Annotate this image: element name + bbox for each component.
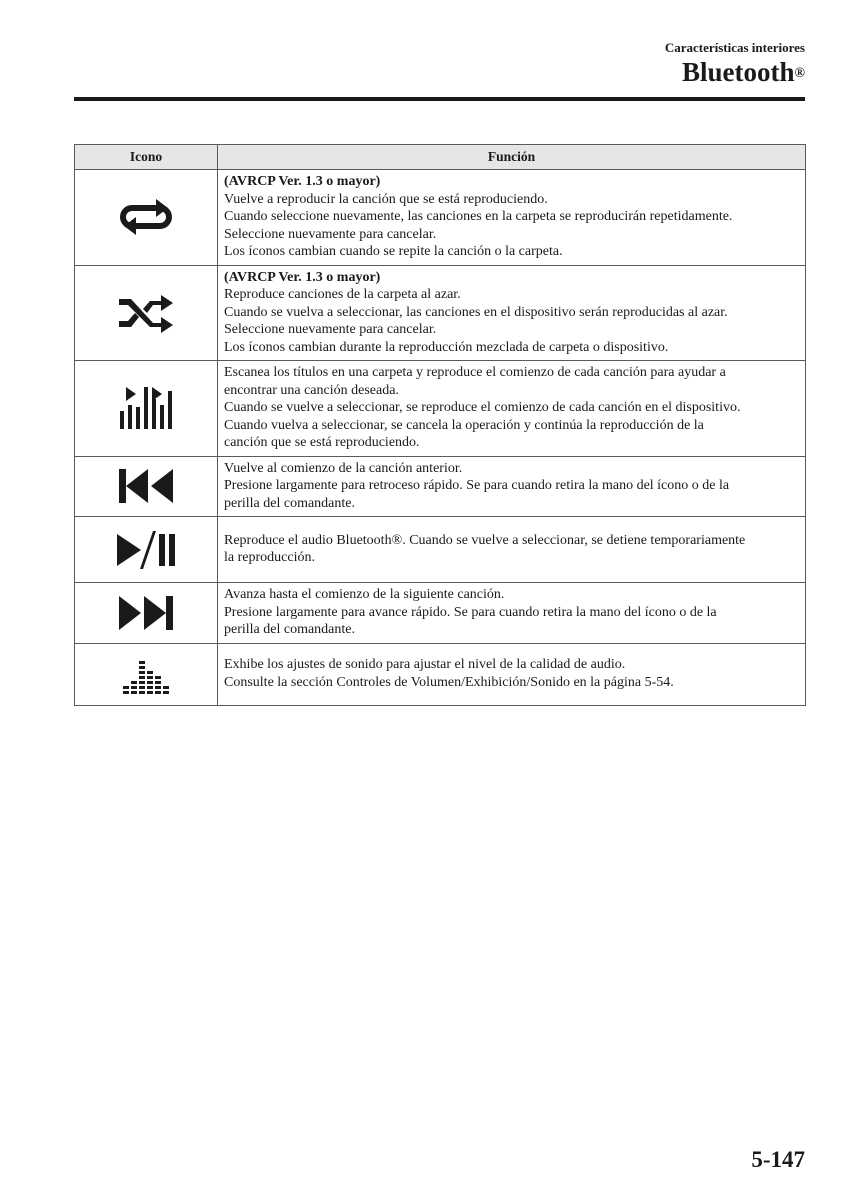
function-cell	[218, 583, 806, 644]
icon-cell	[75, 265, 218, 361]
function-line: Seleccione nuevamente para cancelar.	[224, 226, 437, 242]
function-line: perilla del comandante.	[224, 622, 355, 637]
function-line: canción que se está reproduciendo.	[224, 435, 420, 450]
function-cell	[218, 456, 806, 517]
icon-cell	[75, 361, 218, 457]
table-row	[75, 265, 806, 361]
table-row	[75, 643, 806, 705]
table-row	[75, 517, 806, 583]
function-cell	[218, 265, 806, 361]
previous-track-icon	[75, 467, 217, 505]
function-line: Reproduce el audio Bluetooth®. Cuando se vuelve a seleccionar, se detiene temporariamente	[224, 532, 746, 548]
scan-icon	[75, 385, 217, 431]
registered-mark: ®	[794, 66, 805, 81]
function-line: perilla del comandante.	[224, 495, 355, 511]
function-line: Vuelve al comienzo de la canción anterior.	[224, 460, 463, 476]
function-line: Seleccione nuevamente para cancelar.	[224, 322, 437, 337]
page-number: 5-147	[751, 1147, 805, 1172]
shuffle-icon	[75, 293, 217, 333]
function-line: encontrar una canción deseada.	[224, 382, 399, 398]
function-line: Escanea los títulos en una carpeta y reproduce el comienzo de cada canción para ayudar a	[224, 365, 726, 380]
column-header-function: Función	[218, 145, 806, 170]
column-header-icon: Icono	[75, 145, 218, 170]
function-line: (AVRCP Ver. 1.3 o mayor)	[224, 174, 381, 189]
icon-cell	[75, 517, 218, 583]
table-row	[75, 361, 806, 457]
function-cell	[218, 643, 806, 705]
function-line: Avanza hasta el comienzo de la siguiente canción.	[224, 587, 505, 602]
section-title: Características interiores	[664, 40, 805, 55]
play-pause-icon	[75, 530, 217, 570]
function-line: Vuelve a reproducir la canción que se está reproduciendo.	[224, 191, 548, 207]
table-row	[75, 456, 806, 517]
function-line: Cuando se vuelva a seleccionar, las canciones en el dispositivo serán reproducidas al azar.	[224, 304, 728, 320]
table-header-row	[75, 145, 806, 170]
function-line: Presione largamente para avance rápido. Se para cuando retira la mano del ícono o de la	[224, 604, 717, 620]
function-table	[74, 144, 806, 706]
function-cell	[218, 517, 806, 583]
function-line: Los íconos cambian durante la reproducción mezclada de carpeta o dispositivo.	[224, 339, 669, 355]
function-cell	[218, 170, 806, 266]
page-title-text: Bluetooth	[682, 57, 795, 87]
function-line: la reproducción.	[224, 550, 315, 565]
icon-cell	[75, 456, 218, 517]
next-track-icon	[75, 594, 217, 632]
function-line: Presione largamente para retroceso rápido. Se para cuando retira la mano del ícono o de la	[224, 478, 730, 493]
table-row	[75, 170, 806, 266]
function-line: Cuando seleccione nuevamente, las canciones en la carpeta se reproducirán repetidamente.	[224, 209, 733, 224]
header-divider	[74, 97, 805, 101]
equalizer-icon	[75, 651, 217, 697]
function-line: Reproduce canciones de la carpeta al azar.	[224, 287, 461, 302]
function-line: Los íconos cambian cuando se repite la canción o la carpeta.	[224, 244, 563, 259]
icon-cell	[75, 583, 218, 644]
icon-cell	[75, 643, 218, 705]
function-cell	[218, 361, 806, 457]
function-line: (AVRCP Ver. 1.3 o mayor)	[224, 269, 381, 285]
icon-cell	[75, 170, 218, 266]
function-line: Exhibe los ajustes de sonido para ajustar el nivel de la calidad de audio.	[224, 657, 626, 672]
page-title	[682, 56, 805, 88]
function-line: Consulte la sección Controles de Volumen/Exhibición/Sonido en la página 5-54.	[224, 674, 674, 690]
table-row	[75, 583, 806, 644]
function-line: Cuando vuelva a seleccionar, se cancela la operación y continúa la reproducción de la	[224, 417, 704, 433]
repeat-icon	[75, 197, 217, 237]
function-line: Cuando se vuelve a seleccionar, se reproduce el comienzo de cada canción en el dispositivo.	[224, 400, 741, 415]
